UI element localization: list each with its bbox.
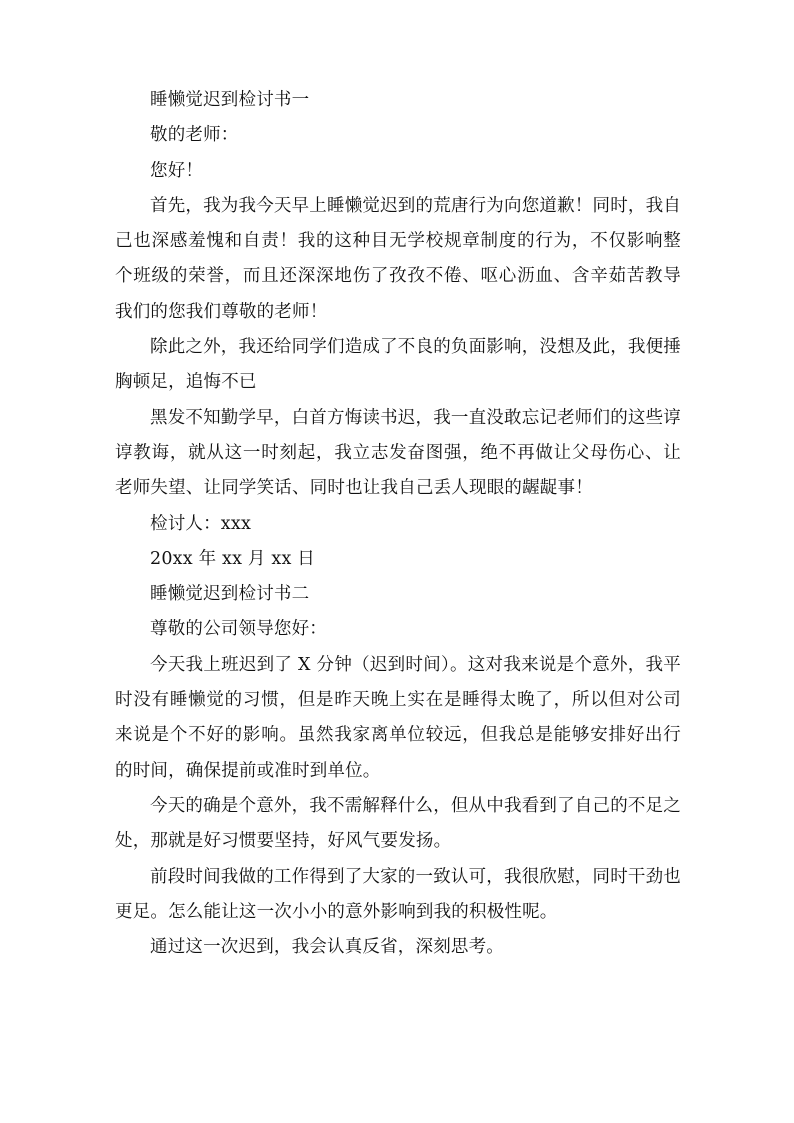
paragraph-apology: 首先，我为我今天早上睡懒觉迟到的荒唐行为向您道歉！同时，我自己也深感羞愧和自责！我的这种目无学校规章制度的行为，不仅影响整个班级的荣誉，而且还深深地伤了孜孜不倦、呕心沥血、含辛茹苦教导我们的您我们尊敬的老师！ bbox=[115, 195, 681, 322]
document-body bbox=[115, 83, 681, 965]
title-letter-one: 睡懒觉迟到检讨书一 bbox=[150, 90, 310, 110]
greeting: 您好！ bbox=[150, 160, 204, 181]
paragraph-influence: 除此之外，我还给同学们造成了不良的负面影响，没想及此，我便捶胸顿足，追悔不已 bbox=[115, 337, 681, 393]
paragraph-resolution: 黑发不知勤学早，白首方悔读书迟，我一直没敢忘记老师们的这些谆谆教诲，就从这一时刻起，我立志发奋图强，绝不再做让父母伤心、让老师失望、让同学笑话、同时也让我自己丢人现眼的龌龊事！ bbox=[115, 407, 681, 499]
title-letter-two: 睡懒觉迟到检讨书二 bbox=[150, 584, 310, 605]
salutation-teacher: 敬的老师： bbox=[150, 125, 239, 146]
signature-date: 20xx 年 xx 月 xx 日 bbox=[150, 548, 315, 569]
salutation-company: 尊敬的公司领导您好： bbox=[150, 619, 327, 640]
paragraph-late-minutes: 今天我上班迟到了 X 分钟（迟到时间）。这对我来说是个意外，我平时没有睡懒觉的习惯，但是昨天晚上实在是睡得太晚了，所以但对公司来说是个不好的影响。虽然我家离单位较远，但我总是能够安排好出行的时间，确保提前或准时到单位。 bbox=[115, 654, 681, 781]
paragraph-accident: 今天的确是个意外，我不需解释什么，但从中我看到了自己的不足之处，那就是好习惯要坚持，好风气要发扬。 bbox=[115, 795, 681, 852]
paragraph-recognition: 前段时间我做的工作得到了大家的一致认可，我很欣慰，同时干劲也更足。怎么能让这一次小小的意外影响到我的积极性呢。 bbox=[115, 866, 681, 922]
signature-name: 检讨人：xxx bbox=[150, 513, 252, 534]
paragraph-reflection: 通过这一次迟到，我会认真反省，深刻思考。 bbox=[150, 937, 504, 958]
